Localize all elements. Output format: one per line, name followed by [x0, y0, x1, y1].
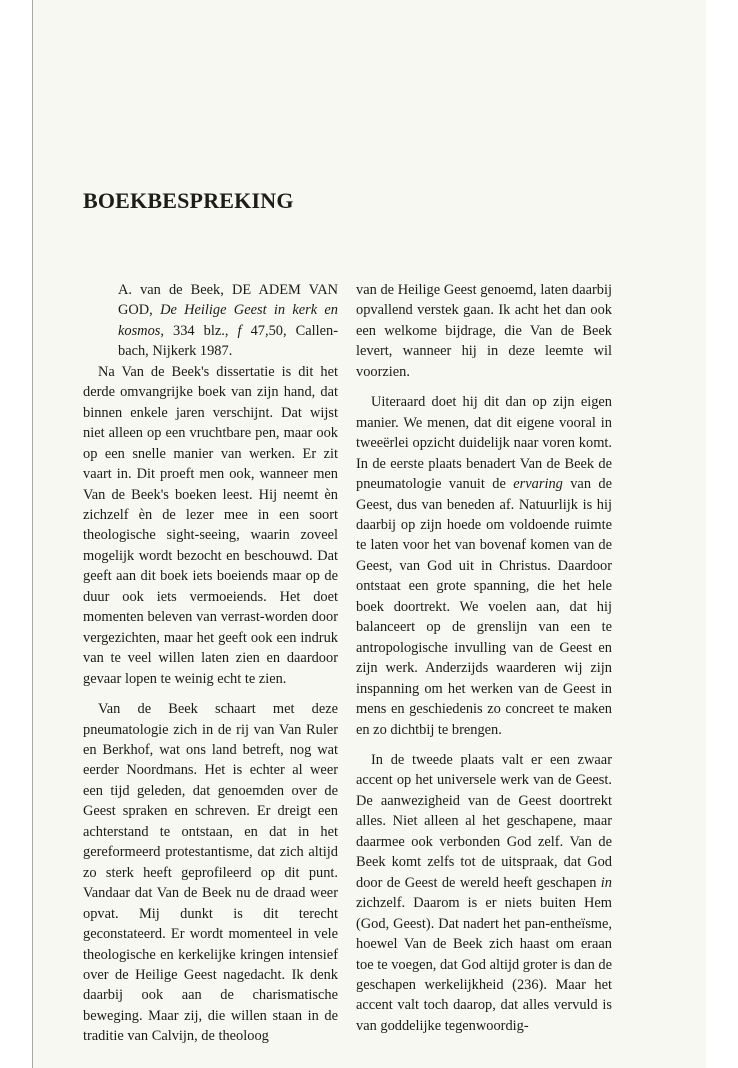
left-column: [83, 280, 338, 1047]
emphasis-in: in: [600, 874, 612, 891]
right-column: [356, 280, 612, 1036]
citation-line-2-prefix: GOD,: [118, 302, 161, 319]
citation-currency: f: [237, 322, 242, 339]
page-title: BOEKBESPREKING: [83, 188, 294, 213]
citation-pages: , 334 blz.,: [160, 322, 238, 339]
emphasis-ervaring: ervaring: [513, 476, 563, 493]
citation-price: 47,50, Callen-: [241, 322, 338, 339]
right-paragraph-1-a: Uiteraard doet hij dit dan op zijn eigen manier. We menen, dat dit eigene vooral in tweeërlei opzicht duidelijk naar voren komt. In de eerste plaats benadert Van de Beek de pneumatologie vanuit de: [356, 394, 612, 493]
right-paragraph-1-b: van de Geest, dus van beneden af. Natuurlijk is hij daarbij op zijn hoede om voldoende ruimte te laten voor het van bovenaf komen van de Geest, van God uit in Christus. Daardoor ontstaat een grote spanning, die het hele boek doortrekt. We voelen aan, dat hij balanceert op de grenslijn van een te antropologische invulling van de Geest en zijn werk. Anderzijds waarderen wij zijn inspanning om het werken van de Geest in mens en geschiedenis zo concreet te maken en zo dichtbij te brengen.: [356, 476, 612, 738]
citation-line-1: A. van de Beek, DE ADEM VAN: [118, 282, 338, 298]
right-paragraph-2: [356, 750, 612, 1036]
book-citation: [118, 280, 338, 362]
page-edge-shadow: [32, 0, 33, 1068]
citation-title-part-1: De Heilige Geest in kerk en: [160, 302, 338, 319]
left-paragraph-1: Na Van de Beek's dissertatie is dit het derde omvangrijke boek van zijn hand, dat binnen enkele jaren verschijnt. Dat wijst niet alleen op een vruchtbare pen, maar ook op een snelle manier van werken. Er zit vaart in. Dit proeft men ook, wanneer men Van de Beek's boeken leest. Hij neemt èn zichzelf èn de lezer mee in een soort theologische sight-seeing, waarin zoveel mogelijk wordt bezocht en beschouwd. Dat geeft aan dit boek iets boeiends maar op de duur ook iets vermoeiends. Het doet momenten beleven van verrast-worden door vergezichten, maar het geeft ook een indruk van te veel willen laten zien en daardoor gevaar lopen te weinig echt te zien.: [83, 363, 338, 687]
right-paragraph-continuation: van de Heilige Geest genoemd, laten daarbij opvallend verstek gaan. Ik acht het dan ook een welkome bijdrage, die Van de Beek levert, wanneer hij in deze leemte wil voorzien.: [356, 282, 612, 380]
right-paragraph-1: [356, 392, 612, 740]
left-paragraph-2: Van de Beek schaart met deze pneumatologie zich in de rij van Van Ruler en Berkhof, wat ons land betreft, nog wat eerder Noordmans. Het is echter al weer een tijd geleden, dat genoemden over de Geest spraken en schreven. Er dreigt een achterstand te ontstaan, en dat in het gereformeerd protestantisme, dat zich altijd zo sterk heeft geprofileerd op dit punt. Vandaar dat Van de Beek nu de draad weer opvat. Mij dunkt is dit terecht geconstateerd. Er wordt momenteel in vele theologische en kerkelijke kringen intensief over de Heilige Geest nagedacht. Ik denk daarbij ook aan de charismatische beweging. Maar zij, die willen staan in de traditie van Calvijn, de theoloog: [83, 701, 338, 1045]
citation-publisher: bach, Nijkerk 1987.: [118, 343, 233, 360]
citation-title-part-2: kosmos: [118, 322, 161, 339]
right-paragraph-2-b: zichzelf. Daarom is er niets buiten Hem (God, Geest). Dat nadert het pan-entheïsme, hoewel Van de Beek zich haast om eraan toe te voegen, dat God altijd groter is dan de geschapen werkelijkheid (236). Maar het accent valt toch daarop, dat alles vervuld is van goddelijke tegenwoordig-: [356, 895, 612, 1034]
right-paragraph-2-a: In de tweede plaats valt er een zwaar accent op het universele werk van de Geest. De aanwezigheid van de Geest doortrekt alles. Niet alleen al het geschapene, maar daarmee ook verbonden God zelf. Van de Beek komt zelfs tot de uitspraak, dat God door de Geest de wereld heeft geschapen: [356, 751, 612, 891]
